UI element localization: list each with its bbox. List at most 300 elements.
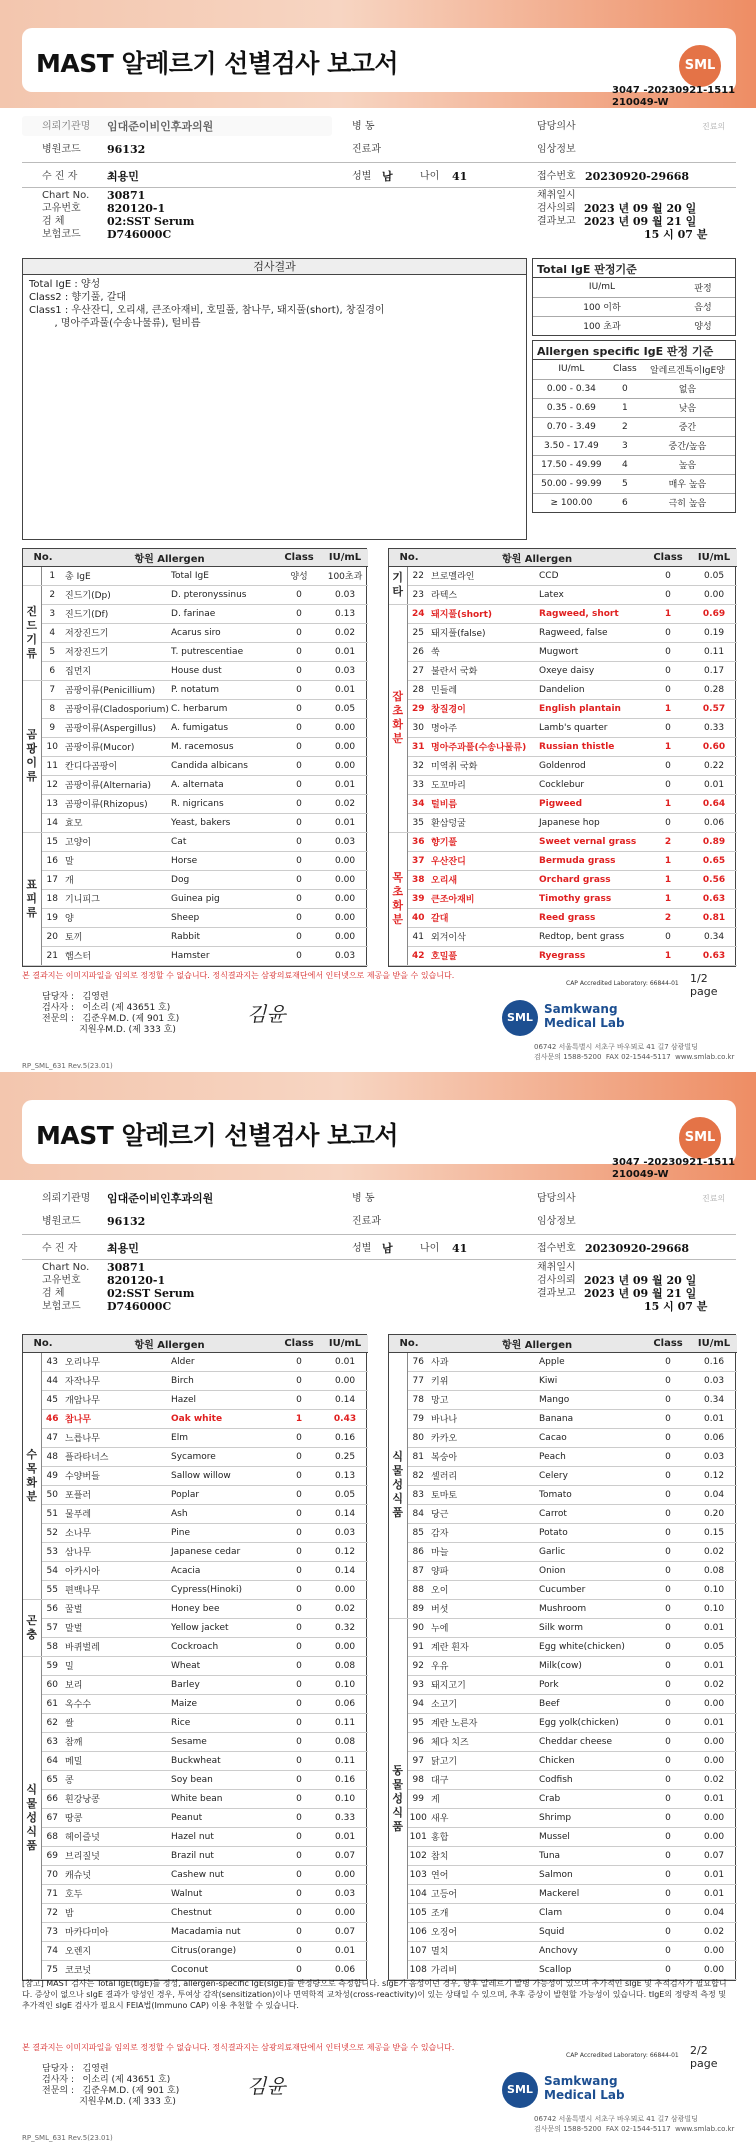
allergen-english: A. alternata bbox=[169, 775, 276, 794]
table-row bbox=[23, 1713, 368, 1732]
age-value-2: 41 bbox=[452, 1242, 468, 1255]
specific-ige-cell: 0.35 - 0.69 bbox=[533, 398, 610, 417]
collect-label: 채취일시 bbox=[537, 190, 576, 201]
lab-address: 06742 서울특별시 서초구 바우뫼로 41 길7 삼광빌딩 검사문의 1588-5200 FAX 02-1544-5117 www.smlab.co.kr bbox=[534, 1043, 735, 1061]
institution-label: 의뢰기관명 bbox=[42, 121, 91, 132]
age-label: 나이 bbox=[420, 171, 440, 182]
allergen-class: 0 bbox=[645, 1808, 691, 1827]
table-row bbox=[23, 1846, 368, 1865]
table-row bbox=[389, 908, 737, 927]
allergen-no: 93 bbox=[407, 1675, 429, 1694]
result-date-label: 결과보고 bbox=[537, 216, 576, 227]
allergen-no: 50 bbox=[41, 1485, 63, 1504]
allergen-korean: 땅콩 bbox=[63, 1808, 169, 1827]
allergen-iu: 0.01 bbox=[322, 680, 368, 699]
receipt-label: 접수번호 bbox=[537, 171, 576, 182]
allergen-iu: 0.03 bbox=[322, 832, 368, 851]
allergen-english: Rice bbox=[169, 1713, 276, 1732]
allergen-no: 63 bbox=[41, 1732, 63, 1751]
allergen-table-p1-right bbox=[388, 548, 736, 967]
allergen-class: 0 bbox=[276, 623, 322, 642]
allergen-no: 56 bbox=[41, 1599, 63, 1618]
allergen-class: 0 bbox=[276, 1656, 322, 1675]
table-row bbox=[23, 775, 368, 794]
allergen-english: Reed grass bbox=[537, 908, 645, 927]
ward-label-2: 병 동 bbox=[352, 1193, 375, 1204]
table-row bbox=[23, 699, 368, 718]
allergen-english: Cocklebur bbox=[537, 775, 645, 794]
allergen-class: 0 bbox=[645, 1580, 691, 1599]
header-allergen: 항원 Allergen bbox=[63, 549, 276, 566]
allergen-english: Sweet vernal grass bbox=[537, 832, 645, 851]
table-row bbox=[23, 1675, 368, 1694]
table-row bbox=[389, 1371, 737, 1390]
table-row bbox=[23, 1428, 368, 1447]
allergen-korean: 셀러리 bbox=[429, 1466, 537, 1485]
allergen-class: 0 bbox=[276, 1371, 322, 1390]
allergen-iu: 0.33 bbox=[322, 1808, 368, 1827]
table-row bbox=[389, 1922, 737, 1941]
allergen-english: Russian thistle bbox=[537, 737, 645, 756]
allergen-no: 103 bbox=[407, 1865, 429, 1884]
allergen-class: 0 bbox=[276, 1941, 322, 1960]
allergen-korean: 당근 bbox=[429, 1504, 537, 1523]
allergen-korean: 오렌지 bbox=[63, 1941, 169, 1960]
allergen-no: 65 bbox=[41, 1770, 63, 1789]
allergen-korean: 멸치 bbox=[429, 1941, 537, 1960]
allergen-english: Carrot bbox=[537, 1504, 645, 1523]
allergen-korean: 느릅나무 bbox=[63, 1428, 169, 1447]
allergen-class: 0 bbox=[276, 870, 322, 889]
table-row bbox=[23, 1808, 368, 1827]
allergen-iu: 0.12 bbox=[691, 1466, 737, 1485]
allergen-class: 0 bbox=[645, 1352, 691, 1371]
allergen-korean: 쑥 bbox=[429, 642, 537, 661]
signature-2: 김윤 bbox=[247, 2074, 286, 2098]
allergen-class: 0 bbox=[276, 1390, 322, 1409]
allergen-iu: 0.00 bbox=[322, 1637, 368, 1656]
group-label: 기 타 bbox=[389, 566, 407, 604]
allergen-english: Sheep bbox=[169, 908, 276, 927]
table-row bbox=[389, 794, 737, 813]
allergen-class: 0 bbox=[276, 1751, 322, 1770]
allergen-iu: 0.12 bbox=[322, 1542, 368, 1561]
table-row bbox=[23, 604, 368, 623]
table-row bbox=[389, 1789, 737, 1808]
allergen-no: 41 bbox=[407, 927, 429, 946]
allergen-no: 52 bbox=[41, 1523, 63, 1542]
allergen-korean: 홍합 bbox=[429, 1827, 537, 1846]
allergen-no: 85 bbox=[407, 1523, 429, 1542]
footer-p2 bbox=[22, 2042, 736, 2142]
table-row bbox=[389, 642, 737, 661]
table-row bbox=[23, 737, 368, 756]
allergen-no: 36 bbox=[407, 832, 429, 851]
allergen-korean: 양파 bbox=[429, 1561, 537, 1580]
allergen-class: 0 bbox=[645, 1599, 691, 1618]
page-number-2: 2/2 page bbox=[690, 2044, 718, 2070]
specific-ige-criteria bbox=[532, 340, 736, 513]
allergen-iu: 0.60 bbox=[691, 737, 737, 756]
allergen-korean: 바퀴벌레 bbox=[63, 1637, 169, 1656]
allergen-no: 26 bbox=[407, 642, 429, 661]
allergen-iu: 0.01 bbox=[322, 1352, 368, 1371]
allergen-iu: 0.63 bbox=[691, 889, 737, 908]
allergen-no: 59 bbox=[41, 1656, 63, 1675]
allergen-class: 0 bbox=[276, 1637, 322, 1656]
allergen-korean: 고등어 bbox=[429, 1884, 537, 1903]
allergen-class: 0 bbox=[276, 604, 322, 623]
header-no: No. bbox=[389, 549, 429, 566]
receipt-value: 20230920-29668 bbox=[585, 170, 690, 183]
form-code: RP_SML_631 Rev.5(23.01) bbox=[22, 1062, 113, 1070]
table-row bbox=[389, 1599, 737, 1618]
samkwang-logo bbox=[502, 1000, 625, 1036]
allergen-no: 75 bbox=[41, 1960, 63, 1979]
allergen-iu: 0.01 bbox=[322, 1941, 368, 1960]
allergen-no: 57 bbox=[41, 1618, 63, 1637]
uid-value: 820120-1 bbox=[107, 202, 166, 215]
allergen-english: Lamb's quarter bbox=[537, 718, 645, 737]
allergen-class: 0 bbox=[276, 889, 322, 908]
table-row bbox=[389, 1409, 737, 1428]
specific-ige-row bbox=[533, 417, 735, 436]
result-date-value: 2023 년 09 월 21 일 bbox=[584, 215, 697, 228]
table-row bbox=[389, 1485, 737, 1504]
allergen-english: Celery bbox=[537, 1466, 645, 1485]
allergen-class: 0 bbox=[276, 1447, 322, 1466]
allergen-no: 43 bbox=[41, 1352, 63, 1371]
allergen-no: 2 bbox=[41, 585, 63, 604]
table-row bbox=[23, 794, 368, 813]
allergen-english: Buckwheat bbox=[169, 1751, 276, 1770]
allergen-english: Sesame bbox=[169, 1732, 276, 1751]
allergen-class: 0 bbox=[645, 1922, 691, 1941]
allergen-english: Maize bbox=[169, 1694, 276, 1713]
allergen-korean: 불란서 국화 bbox=[429, 661, 537, 680]
allergen-no: 32 bbox=[407, 756, 429, 775]
report-header-2 bbox=[0, 1072, 756, 1180]
allergen-no: 38 bbox=[407, 870, 429, 889]
allergen-english: Poplar bbox=[169, 1485, 276, 1504]
allergen-class: 0 bbox=[645, 1694, 691, 1713]
allergen-english: Squid bbox=[537, 1922, 645, 1941]
allergen-english: Cheddar cheese bbox=[537, 1732, 645, 1751]
allergen-english: Dandelion bbox=[537, 680, 645, 699]
allergen-korean: 곰팡이류(Mucor) bbox=[63, 737, 169, 756]
allergen-class: 0 bbox=[276, 1808, 322, 1827]
table-row bbox=[23, 1865, 368, 1884]
allergen-no: 68 bbox=[41, 1827, 63, 1846]
allergen-class: 0 bbox=[645, 1409, 691, 1428]
allergen-iu: 0.08 bbox=[322, 1656, 368, 1675]
allergen-no: 87 bbox=[407, 1561, 429, 1580]
allergen-korean: 계란 흰자 bbox=[429, 1637, 537, 1656]
allergen-no: 3 bbox=[41, 604, 63, 623]
table-row bbox=[389, 680, 737, 699]
allergen-class: 0 bbox=[645, 1561, 691, 1580]
specific-ige-cell: 중간 bbox=[640, 417, 735, 436]
table-row bbox=[389, 604, 737, 623]
allergen-class: 0 bbox=[276, 1352, 322, 1371]
allergen-korean: 집먼지 bbox=[63, 661, 169, 680]
allergen-class: 0 bbox=[645, 1371, 691, 1390]
test-date-label: 검사의뢰 bbox=[537, 203, 576, 214]
allergen-korean: 창질경이 bbox=[429, 699, 537, 718]
header-allergen: 항원 Allergen bbox=[429, 549, 645, 566]
allergen-no: 1 bbox=[41, 566, 63, 585]
allergen-iu: 0.16 bbox=[322, 1770, 368, 1789]
table-row bbox=[23, 566, 368, 585]
allergen-english: Goldenrod bbox=[537, 756, 645, 775]
allergen-korean: 헤이즐넛 bbox=[63, 1827, 169, 1846]
cap-note-2: CAP Accredited Laboratory: 66844-01 bbox=[566, 2052, 679, 2059]
allergen-iu: 0.01 bbox=[691, 1789, 737, 1808]
group-label: 동 물 성 식 품 bbox=[389, 1618, 407, 1979]
allergen-iu: 0.05 bbox=[691, 1637, 737, 1656]
allergen-korean: 참치 bbox=[429, 1846, 537, 1865]
allergen-no: 33 bbox=[407, 775, 429, 794]
allergen-no: 97 bbox=[407, 1751, 429, 1770]
allergen-korean: 오리새 bbox=[429, 870, 537, 889]
allergen-class: 0 bbox=[276, 1580, 322, 1599]
uid-label: 고유번호 bbox=[42, 203, 81, 214]
allergen-english: Elm bbox=[169, 1428, 276, 1447]
allergen-english: Oxeye daisy bbox=[537, 661, 645, 680]
group-label: 잡 초 화 분 bbox=[389, 604, 407, 832]
allergen-class: 1 bbox=[645, 870, 691, 889]
allergen-iu: 0.05 bbox=[322, 1485, 368, 1504]
allergen-english: Ragweed, false bbox=[537, 623, 645, 642]
allergen-english: Cacao bbox=[537, 1428, 645, 1447]
allergen-korean: 누에 bbox=[429, 1618, 537, 1637]
patient-info-2 bbox=[22, 1184, 736, 1326]
allergen-korean: 진드기(Df) bbox=[63, 604, 169, 623]
header-no: No. bbox=[389, 1335, 429, 1352]
allergen-iu: 0.89 bbox=[691, 832, 737, 851]
table-row bbox=[389, 1884, 737, 1903]
allergen-no: 69 bbox=[41, 1846, 63, 1865]
table-row bbox=[389, 775, 737, 794]
allergen-class: 0 bbox=[645, 642, 691, 661]
allergen-no: 55 bbox=[41, 1580, 63, 1599]
allergen-iu: 0.00 bbox=[691, 1732, 737, 1751]
allergen-iu: 0.13 bbox=[322, 1466, 368, 1485]
allergen-iu: 0.20 bbox=[691, 1504, 737, 1523]
allergen-no: 91 bbox=[407, 1637, 429, 1656]
allergen-no: 106 bbox=[407, 1922, 429, 1941]
insurance-value-2: D746000C bbox=[107, 1300, 172, 1313]
table-row bbox=[389, 1865, 737, 1884]
header-iu: IU/mL bbox=[691, 1335, 737, 1352]
allergen-english: Oak white bbox=[169, 1409, 276, 1428]
specific-ige-cell: 극히 높음 bbox=[668, 499, 707, 510]
report-number: 3047 -20230921-1511 210049-W bbox=[612, 85, 736, 108]
allergen-class: 0 bbox=[645, 1428, 691, 1447]
institution-label-2: 의뢰기관명 bbox=[42, 1193, 91, 1204]
allergen-iu: 0.00 bbox=[322, 1865, 368, 1884]
allergen-iu: 0.06 bbox=[322, 1694, 368, 1713]
table-row bbox=[23, 1352, 368, 1371]
allergen-english: Cashew nut bbox=[169, 1865, 276, 1884]
header-allergen: 항원 Allergen bbox=[429, 1335, 645, 1352]
allergen-no: 79 bbox=[407, 1409, 429, 1428]
allergen-no: 95 bbox=[407, 1713, 429, 1732]
allergen-class: 0 bbox=[276, 1618, 322, 1637]
allergen-class: 0 bbox=[276, 775, 322, 794]
allergen-iu: 0.16 bbox=[322, 1428, 368, 1447]
receipt-label-2: 접수번호 bbox=[537, 1243, 576, 1254]
allergen-iu: 0.03 bbox=[322, 585, 368, 604]
patient-name-label-2: 수 진 자 bbox=[42, 1243, 78, 1254]
allergen-no: 84 bbox=[407, 1504, 429, 1523]
allergen-korean: 고양이 bbox=[63, 832, 169, 851]
allergen-english: Birch bbox=[169, 1371, 276, 1390]
total-ige-criteria bbox=[532, 258, 736, 336]
allergen-korean: 호밀풀 bbox=[429, 946, 537, 965]
allergen-iu: 0.02 bbox=[691, 1770, 737, 1789]
allergen-class: 0 bbox=[276, 1865, 322, 1884]
allergen-no: 77 bbox=[407, 1371, 429, 1390]
header-class: Class bbox=[276, 549, 322, 566]
allergen-iu: 0.04 bbox=[691, 1485, 737, 1504]
allergen-no: 10 bbox=[41, 737, 63, 756]
allergen-korean: 플라타너스 bbox=[63, 1447, 169, 1466]
sml-logo-icon-2: SML bbox=[676, 1114, 724, 1162]
allergen-no: 102 bbox=[407, 1846, 429, 1865]
header-iu: IU/mL bbox=[322, 1335, 368, 1352]
allergen-english: Hamster bbox=[169, 946, 276, 965]
result-date-value-2: 2023 년 09 월 21 일 bbox=[584, 1287, 697, 1300]
allergen-class: 0 bbox=[276, 851, 322, 870]
allergen-korean: 향기풀 bbox=[429, 832, 537, 851]
allergen-no: 80 bbox=[407, 1428, 429, 1447]
allergen-class: 0 bbox=[645, 1675, 691, 1694]
table-row bbox=[23, 927, 368, 946]
allergen-class: 0 bbox=[276, 1827, 322, 1846]
allergen-english: C. herbarum bbox=[169, 699, 276, 718]
test-result-title: 검사결과 bbox=[23, 259, 526, 275]
allergen-class: 0 bbox=[645, 1770, 691, 1789]
report-page-1 bbox=[0, 0, 756, 1070]
allergen-english: Dog bbox=[169, 870, 276, 889]
specific-ige-header-cell: 알레르겐특이IgE양 bbox=[640, 360, 735, 379]
criteria-panel bbox=[532, 258, 736, 517]
doctor-label-2: 담당의사 bbox=[537, 1193, 576, 1204]
allergen-no: 16 bbox=[41, 851, 63, 870]
allergen-class: 0 bbox=[276, 1561, 322, 1580]
table-row bbox=[23, 1504, 368, 1523]
allergen-korean: 곰팡이류(Rhizopus) bbox=[63, 794, 169, 813]
allergen-english: Peach bbox=[537, 1447, 645, 1466]
allergen-english: Pigweed bbox=[537, 794, 645, 813]
allergen-korean: 체다 치즈 bbox=[429, 1732, 537, 1751]
allergen-no: 27 bbox=[407, 661, 429, 680]
sex-label: 성별 bbox=[352, 171, 372, 182]
allergen-korean: 게 bbox=[429, 1789, 537, 1808]
table-row bbox=[23, 1732, 368, 1751]
age-label-2: 나이 bbox=[420, 1243, 440, 1254]
specific-ige-header-row bbox=[533, 360, 735, 379]
allergen-iu: 0.11 bbox=[322, 1713, 368, 1732]
specific-ige-cell: 0 bbox=[610, 379, 640, 398]
allergen-iu: 0.01 bbox=[322, 1827, 368, 1846]
allergen-iu: 0.00 bbox=[322, 1580, 368, 1599]
allergen-korean: 소나무 bbox=[63, 1523, 169, 1542]
table-row bbox=[23, 1447, 368, 1466]
allergen-english: Ragweed, short bbox=[537, 604, 645, 623]
allergen-no: 25 bbox=[407, 623, 429, 642]
allergen-class: 0 bbox=[645, 1827, 691, 1846]
test-result-box bbox=[22, 258, 527, 540]
allergen-class: 0 bbox=[645, 1466, 691, 1485]
table-row bbox=[389, 1732, 737, 1751]
allergen-english: Chicken bbox=[537, 1751, 645, 1770]
reviewers: 담당자 : 김영련 검사자 : 이소리 (제 43651 호) 전문의 : 김준우M.D. (제 901 호) 지원우M.D. (제 333 호) bbox=[42, 992, 180, 1035]
allergen-english: Silk worm bbox=[537, 1618, 645, 1637]
allergen-korean: 브로멜라인 bbox=[429, 566, 537, 585]
allergen-iu: 0.01 bbox=[691, 1884, 737, 1903]
allergen-no: 89 bbox=[407, 1599, 429, 1618]
form-code-2: RP_SML_631 Rev.5(23.01) bbox=[22, 2134, 113, 2142]
table-row bbox=[23, 1694, 368, 1713]
allergen-english: Peanut bbox=[169, 1808, 276, 1827]
allergen-iu: 0.00 bbox=[322, 1903, 368, 1922]
allergen-no: 72 bbox=[41, 1903, 63, 1922]
allergen-korean: 말벌 bbox=[63, 1618, 169, 1637]
hospital-code-label: 병원코드 bbox=[42, 144, 81, 155]
allergen-no: 23 bbox=[407, 585, 429, 604]
allergen-english: Japanese cedar bbox=[169, 1542, 276, 1561]
allergen-iu: 0.43 bbox=[322, 1409, 368, 1428]
allergen-english: Chestnut bbox=[169, 1903, 276, 1922]
test-date-value: 2023 년 09 월 20 일 bbox=[584, 202, 697, 215]
specific-ige-row bbox=[533, 493, 735, 512]
total-ige-criteria-title: Total IgE 판정기준 bbox=[533, 259, 735, 278]
insurance-value: D746000C bbox=[107, 228, 172, 241]
allergen-class: 0 bbox=[645, 623, 691, 642]
group-label: 수 목 화 분 bbox=[23, 1352, 41, 1599]
table-row bbox=[23, 1371, 368, 1390]
allergen-english: Candida albicans bbox=[169, 756, 276, 775]
allergen-korean: 흰강낭콩 bbox=[63, 1789, 169, 1808]
reviewers-2: 담당자 : 김영련 검사자 : 이소리 (제 43651 호) 전문의 : 김준우M.D. (제 901 호) 지원우M.D. (제 333 호) bbox=[42, 2064, 180, 2107]
table-row bbox=[389, 1561, 737, 1580]
allergen-no: 4 bbox=[41, 623, 63, 642]
allergen-iu: 0.34 bbox=[691, 1390, 737, 1409]
allergen-english: Ryegrass bbox=[537, 946, 645, 965]
cap-note: CAP Accredited Laboratory: 66844-01 bbox=[566, 980, 679, 987]
allergen-class: 0 bbox=[645, 927, 691, 946]
table-row bbox=[23, 1770, 368, 1789]
allergen-class: 0 bbox=[276, 1713, 322, 1732]
allergen-english: Guinea pig bbox=[169, 889, 276, 908]
specific-ige-cell: 0.00 - 0.34 bbox=[533, 379, 610, 398]
allergen-iu: 0.04 bbox=[691, 1903, 737, 1922]
allergen-class: 1 bbox=[645, 699, 691, 718]
allergen-korean: 옥수수 bbox=[63, 1694, 169, 1713]
sex-value: 남 bbox=[382, 170, 393, 183]
allergen-no: 78 bbox=[407, 1390, 429, 1409]
allergen-korean: 개암나무 bbox=[63, 1390, 169, 1409]
allergen-class: 0 bbox=[645, 1865, 691, 1884]
allergen-no: 17 bbox=[41, 870, 63, 889]
table-row bbox=[389, 1428, 737, 1447]
allergen-korean: 오이 bbox=[429, 1580, 537, 1599]
specific-ige-cell: 3 bbox=[610, 436, 640, 455]
allergen-no: 51 bbox=[41, 1504, 63, 1523]
allergen-no: 42 bbox=[407, 946, 429, 965]
